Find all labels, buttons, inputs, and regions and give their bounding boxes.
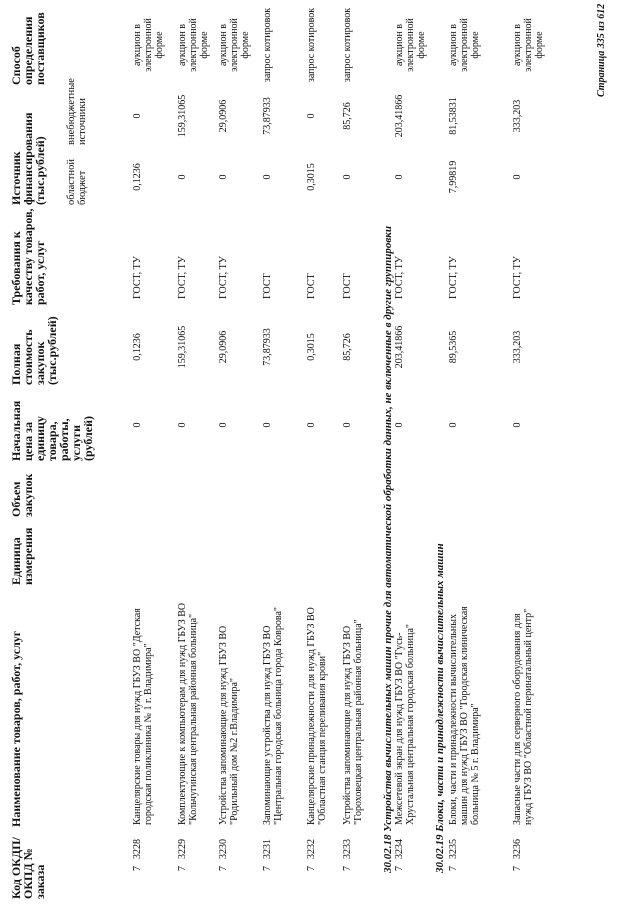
total-cost: 159,31065 [177,325,188,369]
header-source: Источник финансирования (тыс.рублей) [9,112,47,205]
quality-requirements: ГОСТ, ТУ [177,256,188,299]
header-source-offbudget: внебюджетные источники [66,78,88,145]
off-budget: 203,41866 [394,94,405,138]
order-digit: 7 [512,866,523,871]
total-cost: 73,87933 [262,328,273,366]
order-number: 3234 [394,839,405,859]
order-number: 3229 [177,839,188,859]
order-number: 3235 [448,839,459,859]
procurement-method: аукцион в электронной форме [177,18,210,72]
quality-requirements: ГОСТ, ТУ [394,256,405,299]
procurement-method: запрос котировок [342,7,353,83]
item-name: Запасные части для серверного оборудования для нужд ГБУЗ ВО "Областной перинатальный центр" [512,608,534,825]
order-digit: 7 [177,866,188,871]
order-digit: 7 [262,866,273,871]
unit-price: 0 [394,422,405,428]
unit-price: 0 [177,422,188,428]
quality-requirements: ГОСТ, ТУ [132,256,143,299]
item-name: Устройства запоминающие для нужд ГБУЗ ВО "Родильный дом №2 г.Владимира" [218,625,240,825]
total-cost: 203,41866 [394,325,405,369]
unit-price: 0 [306,422,317,428]
regional-budget: 0 [512,174,523,180]
regional-budget: 0 [394,174,405,180]
off-budget: 81,53831 [448,97,459,135]
item-name: Канцелярские принадлежности для нужд ГБУЗ ВО "Областная станция переливания крови" [306,607,328,825]
procurement-method: аукцион в электронной форме [394,18,427,72]
regional-budget: 0,3015 [306,163,317,191]
header-requirements: Требования к качеству товаров, работ, услуг [9,208,47,305]
order-number: 3230 [218,839,229,859]
order-digit: 7 [306,866,317,871]
quality-requirements: ГОСТ [262,273,273,299]
quality-requirements: ГОСТ [306,273,317,299]
regional-budget: 0 [177,174,188,180]
header-total: Полная стоимость закупок (тыс.рублей) [9,316,59,385]
unit-price: 0 [218,422,229,428]
order-digit: 7 [132,866,143,871]
item-name: Устройства запоминающие для нужд ГБУЗ ВО "Гороховецкая центральная районная больница" [342,619,364,825]
header-code: Код ОКДП/ ОКПД № заказа [9,837,47,899]
procurement-method: аукцион в электронной форме [512,18,545,72]
unit-price: 0 [448,422,459,428]
unit-price: 0 [262,422,273,428]
header-unit: Единица измерения [9,527,35,585]
total-cost: 85,726 [342,333,353,361]
order-digit: 7 [448,866,459,871]
quality-requirements: ГОСТ, ТУ [218,256,229,299]
regional-budget: 0 [342,174,353,180]
item-name: Комплектующие к компьютерам для нужд ГБУЗ ВО "Кольчугинская центральная районная больница" [177,602,199,825]
quality-requirements: ГОСТ [342,273,353,299]
total-cost: 29,0906 [218,330,229,364]
off-budget: 29,0906 [218,99,229,133]
off-budget: 0 [132,113,143,119]
item-name: Запоминающие устройства для нужд ГБУЗ ВО "Центральная городская больница города Коврова" [262,607,284,825]
quality-requirements: ГОСТ, ТУ [512,256,523,299]
unit-price: 0 [132,422,143,428]
header-price: Начальная цена за единицу товара, работы, услуги (рублей) [9,400,95,461]
order-digit: 7 [218,866,229,871]
unit-price: 0 [512,422,523,428]
item-name: Канцелярские товары для нужд ГБУЗ ВО "Детская городская поликлиника № 1 г. Владимира" [132,608,154,825]
procurement-method: аукцион в электронной форме [132,18,165,72]
page-footer: Страница 335 из 612 [596,3,607,97]
order-number: 3228 [132,839,143,859]
header-volume: Объем закупок [9,473,35,517]
order-digit: 7 [342,866,353,871]
total-cost: 89,5365 [448,330,459,364]
off-budget: 333,203 [512,99,523,133]
group-heading: 30.02.19 Блоки, части и принадлежности вычислительных машин [434,543,446,873]
off-budget: 159,31065 [177,94,188,138]
procurement-method: аукцион в электронной форме [218,18,251,72]
header-source-regional: областной бюджет [66,159,88,205]
off-budget: 0 [306,113,317,119]
order-digit: 7 [394,866,405,871]
procurement-method: аукцион в электронной форме [448,18,481,72]
total-cost: 0,3015 [306,333,317,361]
order-number: 3233 [342,839,353,859]
order-number: 3236 [512,839,523,859]
order-number: 3232 [306,839,317,859]
order-number: 3231 [262,839,273,859]
regional-budget: 7,99819 [448,160,459,194]
regional-budget: 0,1236 [132,163,143,191]
total-cost: 0,1236 [132,333,143,361]
off-budget: 73,87933 [262,97,273,135]
total-cost: 333,203 [512,330,523,364]
group-heading: 30.02.18 Устройства вычислительных машин прочие для автоматической обработки данных, не включенные в другие группировки [382,226,394,873]
header-name: Наименование товаров, работ, услуг [9,630,23,827]
procurement-method: запрос котировок [306,7,317,83]
regional-budget: 0 [262,174,273,180]
procurement-method: запрос котировок [262,7,273,83]
item-name: Межсетевой экран для нужд ГБУЗ ВО "Гусь-Хрустальная центральная городская больница" [394,623,416,825]
unit-price: 0 [342,422,353,428]
regional-budget: 0 [218,174,229,180]
header-method: Способ определения поставщиков [9,12,47,85]
off-budget: 85,726 [342,102,353,130]
item-name: Блоки, части и принадлежности вычислительных машин для нужд ГБУЗ ВО "Городская клиническая больница № 5 г. Владимира" [448,606,481,825]
quality-requirements: ГОСТ, ТУ [448,256,459,299]
